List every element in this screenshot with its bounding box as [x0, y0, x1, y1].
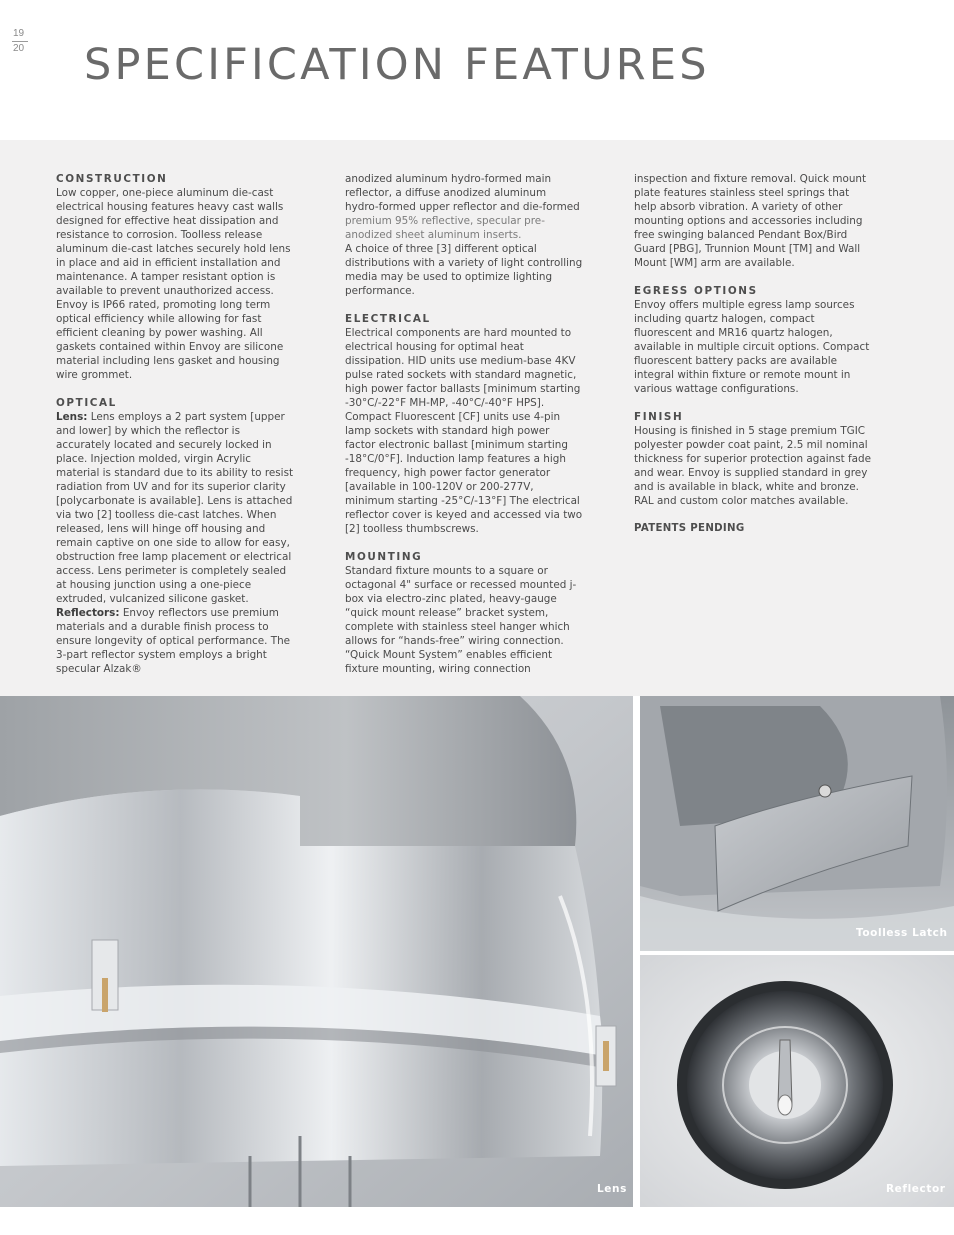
reflector-photo: [640, 955, 954, 1207]
lens-label: Lens:: [56, 411, 88, 423]
toolless-latch-photo: [640, 696, 954, 951]
electrical-heading: ELECTRICAL: [345, 313, 431, 325]
lens-text: Lens employs a 2 part system [upper and lower] by which the reflector is accurately located and securely locked in place. Injection molded, virgin Acrylic material is standard due to its ability to resist radiation from UV and for its superior clarity [polycarbonate is available]. Lens is attached via two [2] toolless die-cast latches. When released, lens will hinge off housing and remain captive on one side to allow for easy, obstruction free lamp placement or electrical access. Lens perimeter is completely sealed at housing junction using a one-piece extruded, vulcanized silicone gasket.: [56, 411, 294, 605]
reflector-caption: Reflector: [886, 1183, 946, 1195]
column-2: [345, 172, 583, 676]
patents-pending: PATENTS PENDING: [634, 523, 745, 534]
optical-cont-b: premium 95% reflective, specular pre-anodized sheet aluminum inserts.: [345, 215, 545, 241]
reflectors-text: Envoy reflectors use premium materials and a durable finish process to ensure longevity of optical performance. The 3-part reflector system employs a bright specular Alzak®: [56, 607, 291, 675]
reflectors-label: Reflectors:: [56, 607, 120, 619]
optical-text: [56, 410, 294, 676]
construction-heading: CONSTRUCTION: [56, 173, 168, 185]
mounting-heading: MOUNTING: [345, 551, 423, 563]
finish-text: Housing is finished in 5 stage premium TGIC polyester powder coat paint, 2.5 mil nominal thickness for superior protection against fade and wear. Envoy is supplied standard in grey and is available in black, white and bronze. RAL and custom color matches available.: [634, 425, 872, 507]
page-number-top: 19: [13, 28, 25, 39]
mounting-continued-text: inspection and fixture removal. Quick mount plate features stainless steel springs that help absorb vibration. A variety of other mounting options and accessories including free swinging balanced Pendant Box/Bird Guard [PBG], Trunnion Mount [TM] and Wall Mount [WM] arm are available.: [634, 173, 867, 269]
optical-continued-text: [345, 172, 583, 242]
mounting-text: Standard fixture mounts to a square or octagonal 4" surface or recessed mounted j-box via electro-zinc plated, heavy-gauge “quick mount release” bracket system, complete with stainless steel hanger which allows for “hands-free” wiring connection. “Quick Mount System” enables efficient fixture mounting, wiring connection: [345, 565, 577, 675]
optical-distribution-text: A choice of three [3] different optical distributions with a variety of light controlling media may be used to optimize lighting performance.: [345, 243, 583, 297]
column-3: [634, 172, 872, 536]
construction-text: Low copper, one-piece aluminum die-cast electrical housing features heavy cast walls designed for effective heat dissipation and resistance to corrosion. Toolless release aluminum die-cast latches securely hold lens in place and aid in efficient installation and maintenance. A tamper resistant option is available to prevent unauthorized access. Envoy is IP66 rated, promoting long term optical efficiency while allowing for fast efficient cleaning by power washing. All gaskets contained within Envoy are silicone material including lens gasket and housing wire grommet.: [56, 187, 291, 381]
egress-heading: EGRESS OPTIONS: [634, 285, 758, 297]
finish-heading: FINISH: [634, 411, 684, 423]
optical-cont-a: anodized aluminum hydro-formed main reflector, a diffuse anodized aluminum hydro-formed upper reflector and die-formed: [345, 173, 580, 213]
egress-text: Envoy offers multiple egress lamp sources including quartz halogen, compact fluorescent and MR16 quartz halogen, available in multiple circuit options. Compact fluorescent battery packs are available integral within fixture or remote mount in various wattage configurations.: [634, 299, 870, 395]
electrical-text: Electrical components are hard mounted to electrical housing for optimal heat dissipation. HID units use medium-base 4KV pulse rated sockets with standard magnetic, high power factor ballasts [minimum starting -30°C/-22°F MH-MP, -40°C/-40°F HPS]. Compact Fluorescent [CF] units use 4-pin lamp sockets with standard high power factor electronic ballast [minimum starting -18°C/0°F]. Induction lamp features a high frequency, high power factor generator [available in 100-120V or 200-277V, minimum starting -25°C/-13°F] The electrical reflector cover is keyed and accessed via two [2] toolless thumbscrews.: [345, 327, 583, 535]
toolless-latch-caption: Toolless Latch: [856, 927, 948, 939]
page-number-divider: [12, 41, 28, 42]
page-number-bottom: 20: [13, 43, 25, 54]
lens-caption: Lens: [597, 1183, 627, 1195]
page-title: SPECIFICATION FEATURES: [84, 40, 710, 90]
optical-heading: OPTICAL: [56, 397, 117, 409]
column-1: [56, 172, 294, 676]
lens-photo: [0, 696, 633, 1207]
